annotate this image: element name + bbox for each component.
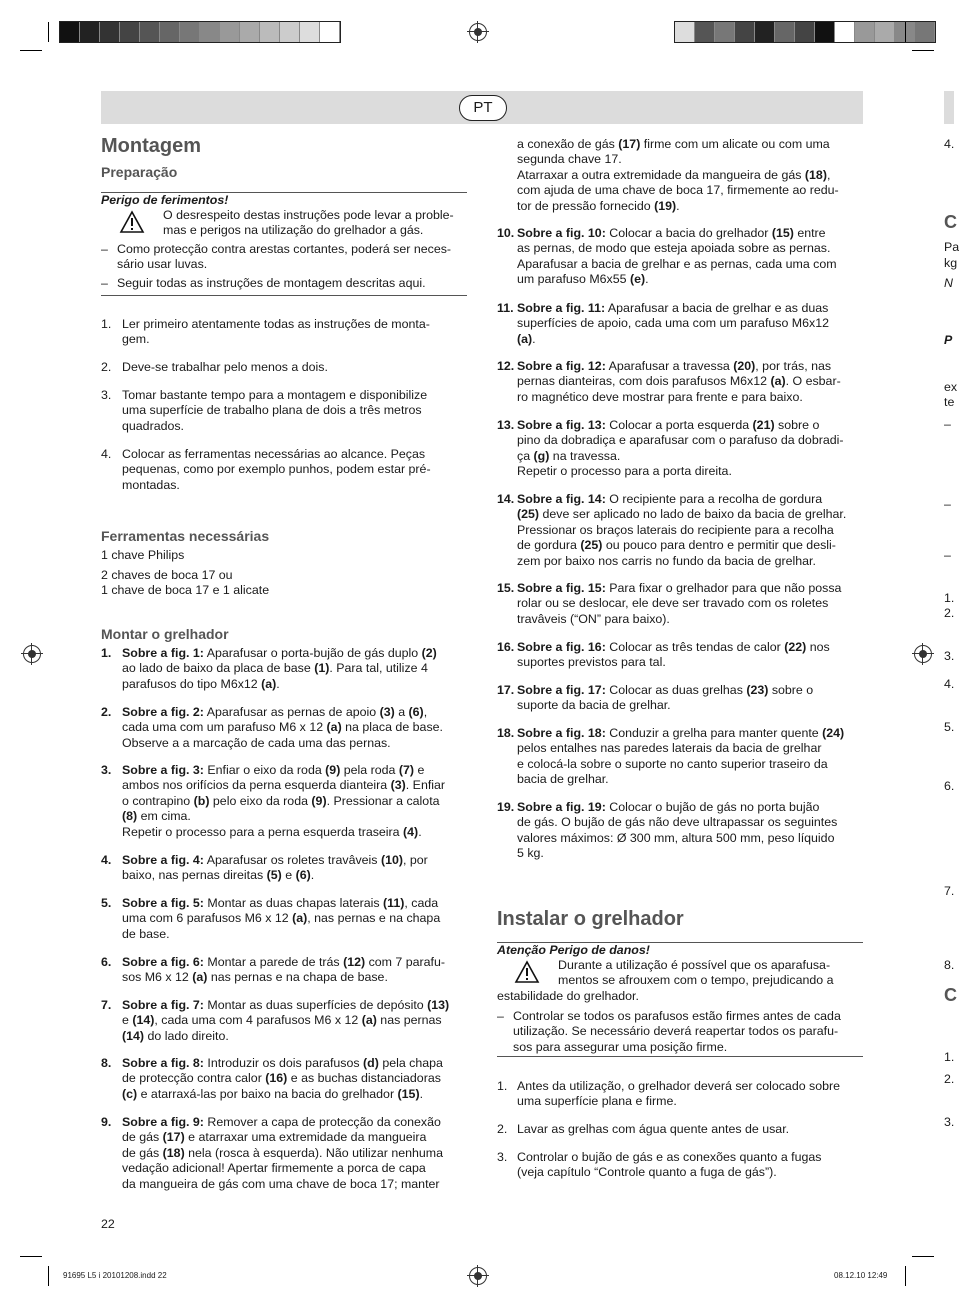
assembly-step-line: baixo, nas pernas direitas (5) e (6).	[122, 868, 315, 883]
color-swatch	[220, 22, 240, 42]
assembly-step-line: Sobre a fig. 11: Aparafusar a bacia de grelhar e as duas	[517, 301, 829, 315]
step-number: 11.	[497, 301, 514, 315]
warning-bullet-line: utilização. Se necessário deverá reapertar todos os parafu-	[513, 1024, 839, 1039]
color-swatch	[320, 22, 340, 42]
assembly-step-line: rolar ou se deslocar, ele deve ser travado com os roletes	[517, 596, 829, 611]
step-number: 3.	[101, 388, 112, 402]
crop-mark	[912, 1256, 934, 1257]
assembly-step-line: Sobre a fig. 8: Introduzir os dois parafusos (d) pela chapa	[122, 1056, 443, 1070]
assembly-step-line: suportes previstos para tal.	[517, 655, 666, 670]
assembly-step-line: Repetir o processo para a porta direita.	[517, 464, 732, 479]
assembly-step-line: Sobre a fig. 7: Montar as duas superfícies de depósito (13)	[122, 998, 450, 1012]
edge-fragment: 2.	[944, 1072, 955, 1086]
prep-step-line: Ler primeiro atentamente todas as instruções de monta-	[122, 317, 430, 331]
assembly-step-line: Sobre a fig. 4: Aparafusar os roletes travâveis (10), por	[122, 853, 428, 867]
assembly-step-line: as pernas, de modo que esteja apoiada sobre as pernas.	[517, 241, 831, 256]
warning-bullet-line: Como protecção contra arestas cortantes, poderá ser neces-	[117, 242, 452, 256]
warning-title: Perigo de ferimentos!	[101, 193, 229, 207]
assembly-step-line: Sobre a fig. 9: Remover a capa de protecção da conexão	[122, 1115, 441, 1129]
color-swatch	[715, 22, 735, 42]
assembly-step-line: de protecção contra calor (16) e as buchas distanciadoras	[122, 1071, 441, 1086]
registration-mark-bottom	[469, 1267, 487, 1285]
section-title-instalar: Instalar o grelhador	[497, 908, 684, 930]
prep-step-line: pequenas, como por exemplo punhos, podem estar pré-	[122, 462, 431, 477]
prep-step-line: Colocar as ferramentas necessárias ao alcance. Peças	[122, 447, 426, 461]
prep-step-line: montadas.	[122, 477, 180, 492]
assembly-step-line: 5 kg.	[517, 846, 544, 861]
assembly-step-line: (8) em cima.	[122, 809, 191, 824]
edge-fragment: ex	[944, 380, 958, 394]
step-number: 15.	[497, 581, 515, 595]
assembly-step-line: a conexão de gás (17) firme com um alicate ou com uma	[517, 137, 830, 151]
subsection-ferramentas: Ferramentas necessárias	[101, 528, 270, 544]
footer-file: 91695 L5 i 20101208.indd 22	[63, 1271, 167, 1280]
prep-step-line: Deve-se trabalhar pelo menos a dois.	[122, 360, 328, 374]
install-step-line: (veja capítulo “Controle quanto a fuga de gás”).	[517, 1165, 777, 1180]
color-swatch	[260, 22, 280, 42]
color-swatch	[875, 22, 895, 42]
edge-fragment: C	[944, 985, 957, 1005]
assembly-step-line: ao lado de baixo da placa de base (1). Para tal, utilize 4	[122, 661, 428, 676]
color-swatch	[675, 22, 695, 42]
edge-fragment: 3.	[944, 1115, 955, 1129]
assembly-step-line: Sobre a fig. 17: Colocar as duas grelhas (23) sobre o	[517, 683, 814, 697]
edge-fragment: 5.	[944, 720, 955, 734]
color-swatch	[80, 22, 100, 42]
assembly-step-line: Sobre a fig. 2: Aparafusar as pernas de apoio (3) a (6),	[122, 705, 428, 719]
prep-step-line: uma superfície de trabalho plana de dois a três metros	[122, 403, 422, 418]
assembly-step-line: (25) deve ser aplicado no lado de baixo da bacia de grelhar.	[517, 507, 847, 522]
assembly-step-line: da mangueira de gás com uma chave de boca 17; manter	[122, 1176, 440, 1191]
color-bar-left	[59, 21, 341, 43]
edge-fragment: 8.	[944, 958, 955, 972]
registration-mark-left	[23, 645, 41, 663]
color-swatch	[160, 22, 180, 42]
next-page-band	[944, 91, 954, 124]
edge-fragment: Pa	[944, 240, 959, 254]
edge-fragment: C	[944, 212, 957, 232]
assembly-step-line: cada uma com um parafuso M6 x 12 (a) na placa de base.	[122, 720, 443, 735]
edge-fragment: 4.	[944, 137, 955, 151]
assembly-step-line: Sobre a fig. 3: Enfiar o eixo da roda (9) pela roda (7) e	[122, 763, 425, 777]
color-swatch	[815, 22, 835, 42]
assembly-step-line: de gás (18) nela (rosca à esquerda). Não utilizar nenhuma	[122, 1145, 443, 1160]
assembly-step-line: uma com 6 parafusos M6 x 12 (a), nas pernas e na chapa	[122, 911, 441, 926]
color-swatch	[180, 22, 200, 42]
color-swatch	[240, 22, 260, 42]
step-number: 16.	[497, 640, 515, 654]
crop-mark	[20, 50, 42, 51]
subsection-montar: Montar o grelhador	[101, 626, 229, 642]
assembly-step-line: de gás (17) e atarraxar uma extremidade da mangueira	[122, 1130, 427, 1145]
color-swatch	[200, 22, 220, 42]
edge-fragment: 3.	[944, 649, 955, 663]
section-title-montagem: Montagem	[101, 135, 201, 157]
color-swatch	[300, 22, 320, 42]
step-number: 3.	[497, 1150, 508, 1164]
step-number: 19.	[497, 800, 515, 814]
warning-line: O desrespeito destas instruções pode levar a proble-	[163, 208, 454, 222]
step-number: 12.	[497, 359, 515, 373]
step-number: 1.	[497, 1079, 508, 1093]
color-swatch	[735, 22, 755, 42]
edge-fragment: 6.	[944, 779, 955, 793]
color-swatch	[140, 22, 160, 42]
assembly-step-line: (a).	[517, 331, 536, 346]
crop-mark	[20, 1256, 42, 1257]
edge-fragment: 7.	[944, 884, 955, 898]
step-number: 4.	[101, 447, 112, 461]
tool-item: 1 chave Philips	[101, 548, 185, 562]
assembly-step-line: bacia de grelhar.	[517, 772, 609, 787]
assembly-step-line: Sobre a fig. 18: Conduzir a grelha para manter quente (24)	[517, 726, 845, 740]
step-number: 2.	[101, 360, 112, 374]
bullet-dash: –	[101, 242, 108, 256]
assembly-step-line: Sobre a fig. 15: Para fixar o grelhador para que não possa	[517, 581, 842, 595]
install-step-line: Controlar o bujão de gás e as conexões quanto a fugas	[517, 1150, 822, 1164]
assembly-step-line: pelos entalhes nas paredes laterais da bacia de grelhar	[517, 741, 822, 756]
assembly-step-line: e (14), cada uma com 4 parafusos M6 x 12 (a) nas pernas	[122, 1013, 442, 1028]
assembly-step-line: segunda chave 17.	[517, 152, 622, 167]
crop-mark	[905, 1266, 906, 1286]
color-swatch	[695, 22, 715, 42]
crop-mark	[905, 22, 906, 42]
step-number: 1.	[101, 646, 112, 660]
assembly-step-line: suporte da bacia de grelhar.	[517, 698, 671, 713]
edge-fragment: kg	[944, 256, 958, 270]
color-bar-right	[674, 21, 936, 43]
step-number: 18.	[497, 726, 515, 740]
color-swatch	[280, 22, 300, 42]
assembly-step-line: pernas dianteiras, com dois parafusos M6x12 (a). O esbar-	[517, 374, 841, 389]
edge-fragment: 1.	[944, 591, 955, 605]
step-number: 6.	[101, 955, 112, 969]
assembly-step-line: vedação adicional! Apertar firmemente a porca de capa	[122, 1161, 426, 1176]
language-badge: PT	[459, 95, 507, 121]
step-number: 3.	[101, 763, 112, 777]
assembly-step-line: Sobre a fig. 6: Montar a parede de trás (12) com 7 parafu-	[122, 955, 446, 969]
assembly-step-line: ça (g) na travessa.	[517, 448, 621, 463]
registration-mark-right	[914, 645, 932, 663]
assembly-step-line: Pressionar os braços laterais do recipiente para a recolha	[517, 522, 834, 537]
prep-step-line: quadrados.	[122, 418, 185, 433]
page-number: 22	[101, 1217, 115, 1231]
bullet-dash: –	[101, 275, 108, 290]
assembly-step-line: (14) do lado direito.	[122, 1028, 229, 1043]
step-number: 9.	[101, 1115, 112, 1129]
warning-triangle-icon	[515, 961, 539, 983]
prep-step-line: Tomar bastante tempo para a montagem e disponibilize	[122, 388, 428, 402]
warning-bottom-rule	[101, 295, 467, 296]
edge-fragment: P	[944, 333, 953, 347]
assembly-step-line: valores máximos: Ø 300 mm, altura 500 mm, peso líquido	[517, 830, 835, 845]
step-number: 8.	[101, 1056, 112, 1070]
crop-mark	[48, 22, 49, 42]
warning-bullet-line: Seguir todas as instruções de montagem descritas aqui.	[117, 275, 426, 290]
edge-fragment: N	[944, 276, 953, 290]
assembly-step-line: de gás. O bujão de gás não deve ultrapassar os seguintes	[517, 815, 838, 830]
assembly-step-line: Sobre a fig. 16: Colocar as três tendas de calor (22) nos	[517, 640, 830, 654]
assembly-step-line: Sobre a fig. 10: Colocar a bacia do grelhador (15) entre	[517, 226, 826, 240]
color-swatch	[915, 22, 935, 42]
warning2-title: Atenção Perigo de danos!	[497, 943, 650, 957]
assembly-step-line: tor de pressão fornecido (19).	[517, 198, 680, 213]
step-number: 10.	[497, 226, 515, 240]
assembly-step-line: superfícies de apoio, cada uma com um parafuso M6x12	[517, 316, 829, 331]
assembly-step-line: pino da dobradiça e aparafusar com o parafuso da dobradi-	[517, 433, 844, 448]
assembly-step-line: e colocá-la sobre o suporte no canto superior traseiro da	[517, 756, 828, 771]
assembly-step-line: Sobre a fig. 19: Colocar o bujão de gás no porta bujão	[517, 800, 820, 814]
color-swatch	[755, 22, 775, 42]
assembly-step-line: Aparafusar a bacia de grelhar e as pernas, cada uma com	[517, 256, 837, 271]
warning2-bottom-rule	[497, 1056, 863, 1057]
subsection-preparacao: Preparação	[101, 164, 178, 180]
color-swatch	[835, 22, 855, 42]
assembly-step-line: ro magnético deve mostrar para frente e para baixo.	[517, 389, 803, 404]
edge-fragment: –	[944, 548, 951, 562]
color-swatch	[100, 22, 120, 42]
warning-bullet-line: Controlar se todos os parafusos estão firmes antes de cada	[513, 1009, 841, 1023]
crop-mark	[912, 50, 934, 51]
assembly-step-line: Sobre a fig. 14: O recipiente para a recolha de gordura	[517, 492, 823, 506]
step-number: 7.	[101, 998, 112, 1012]
assembly-step-line: de gordura (25) ou pouco para dentro e permitir que desli-	[517, 538, 836, 553]
bullet-dash: –	[497, 1009, 504, 1023]
assembly-step-line: um parafuso M6x55 (e).	[517, 272, 649, 287]
edge-fragment: te	[944, 395, 955, 409]
assembly-step-line: Sobre a fig. 12: Aparafusar a travessa (20), por trás, nas	[517, 359, 832, 373]
crop-mark	[48, 1266, 49, 1286]
assembly-step-line: o contrapino (b) pelo eixo da roda (9). Pressionar a calota	[122, 793, 440, 808]
tool-item: 2 chaves de boca 17 ou	[101, 568, 233, 582]
assembly-step-line: sos M6 x 12 (a) nas pernas e na chapa de base.	[122, 970, 388, 985]
color-swatch	[120, 22, 140, 42]
install-step-line: Antes da utilização, o grelhador deverá ser colocado sobre	[517, 1079, 841, 1093]
color-swatch	[855, 22, 875, 42]
edge-fragment: 4.	[944, 677, 955, 691]
edge-fragment: –	[944, 417, 951, 431]
assembly-step-line: (c) e atarraxá-las por baixo na bacia do grelhador (15).	[122, 1086, 424, 1101]
edge-fragment: 2.	[944, 606, 955, 620]
color-swatch	[795, 22, 815, 42]
install-step-line: Lavar as grelhas com água quente antes de usar.	[517, 1122, 790, 1136]
assembly-step-line: Sobre a fig. 5: Montar as duas chapas laterais (11), cada	[122, 896, 439, 910]
warning-bullet-line: sário usar luvas.	[117, 257, 208, 272]
tool-item: 1 chave de boca 17 e 1 alicate	[101, 583, 270, 597]
warning-line: Durante a utilização é possível que os aparafusa-	[558, 958, 831, 972]
step-number: 4.	[101, 853, 112, 867]
assembly-step-line: Sobre a fig. 1: Aparafusar o porta-bujão de gás duplo (2)	[122, 646, 437, 660]
assembly-step-line: parafusos do tipo M6x12 (a).	[122, 676, 280, 691]
assembly-step-line: zem por baixo nos carris no fundo da bacia de grelhar.	[517, 553, 816, 568]
prep-step-line: gem.	[122, 332, 150, 347]
warning-line: mentos se afrouxem com o tempo, prejudicando a	[558, 973, 834, 988]
assembly-step-line: Atarraxar a outra extremidade da mangueira de gás (18),	[517, 167, 831, 182]
assembly-step-line: Observe a a marcação de cada uma das pernas.	[122, 735, 391, 750]
step-number: 13.	[497, 418, 515, 432]
assembly-step-line: travâveis (“ON” para baixo).	[517, 611, 670, 626]
assembly-step-line: com ajuda de uma chave de boca 17, firmemente ao redu-	[517, 183, 839, 198]
assembly-step-line: Sobre a fig. 13: Colocar a porta esquerda (21) sobre o	[517, 418, 820, 432]
assembly-step-line: de base.	[122, 926, 170, 941]
step-number: 17.	[497, 683, 515, 697]
step-number: 5.	[101, 896, 112, 910]
warning-line: mas e perigos na utilização do grelhador a gás.	[163, 223, 424, 238]
color-swatch	[775, 22, 795, 42]
color-swatch	[60, 22, 80, 42]
assembly-step-line: Repetir o processo para a perna esquerda traseira (4).	[122, 824, 422, 839]
warning-triangle-icon	[120, 211, 144, 233]
step-number: 2.	[101, 705, 112, 719]
registration-mark-top	[469, 23, 487, 41]
warning-bullet-line: sos para assegurar uma posição firme.	[513, 1039, 728, 1054]
assembly-step-line: ambos nos orifícios da perna esquerda dianteira (3). Enfiar	[122, 778, 446, 793]
footer-date: 08.12.10 12:49	[834, 1271, 888, 1280]
step-number: 1.	[101, 317, 112, 331]
install-step-line: uma superfície plana e firme.	[517, 1094, 677, 1109]
warning-line: estabilidade do grelhador.	[497, 988, 639, 1003]
step-number: 2.	[497, 1122, 508, 1136]
step-number: 14.	[497, 492, 515, 506]
edge-fragment: 1.	[944, 1050, 955, 1064]
edge-fragment: –	[944, 497, 951, 511]
